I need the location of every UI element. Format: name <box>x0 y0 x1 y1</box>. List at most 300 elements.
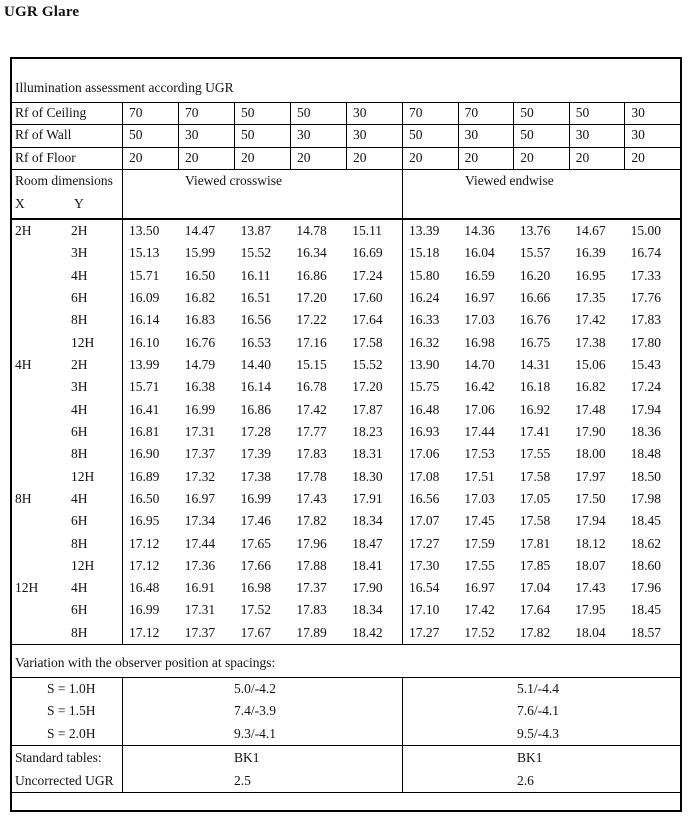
crosswise-spacing-value: 9.3/-4.1 <box>234 725 276 741</box>
ugr-value: 17.64 <box>519 602 551 618</box>
ugr-value: 17.88 <box>296 557 327 573</box>
crosswise-header-label: Viewed crosswise <box>185 173 283 188</box>
crosswise-values <box>123 465 403 487</box>
crosswise-group <box>123 103 403 124</box>
ugr-value: 17.12 <box>129 535 160 551</box>
row-dimension-cell <box>12 488 123 510</box>
crosswise-footer-cell <box>123 746 403 769</box>
row-dimension-cell <box>12 622 123 644</box>
y-dimension-value: 4H <box>71 490 88 506</box>
ugr-value: 17.10 <box>409 602 440 618</box>
y-dimension-value: 6H <box>71 602 88 618</box>
standard-tables-block <box>12 746 680 793</box>
crosswise-values <box>123 354 403 376</box>
header-row <box>12 103 680 125</box>
ugr-value: 17.37 <box>296 580 327 596</box>
ugr-value: 18.47 <box>352 535 383 551</box>
crosswise-values <box>123 443 403 465</box>
row-dimension-cell <box>12 532 123 554</box>
ugr-value: 17.55 <box>519 446 551 462</box>
ugr-value: 17.50 <box>575 490 606 506</box>
ugr-value: 17.38 <box>240 468 271 484</box>
y-dimension-value: 6H <box>71 290 88 306</box>
header-value-cell: 70 <box>123 103 179 124</box>
spacing-label: S = 1.0H <box>12 678 123 700</box>
endwise-group <box>403 103 680 124</box>
row-dimension-cell <box>12 287 123 309</box>
crosswise-header-cell <box>123 170 403 218</box>
ugr-value: 18.45 <box>630 513 661 529</box>
ugr-value: 18.48 <box>630 446 661 462</box>
row-dimension-cell <box>12 577 123 599</box>
header-value-cell: 70 <box>179 103 235 124</box>
ugr-value: 15.13 <box>129 245 160 261</box>
ugr-value: 18.12 <box>575 535 606 551</box>
ugr-value: 14.67 <box>575 223 606 239</box>
header-value-cell: 30 <box>353 105 367 120</box>
ugr-value: 13.39 <box>409 223 440 239</box>
ugr-value: 18.42 <box>352 624 383 640</box>
y-dimension-value: 12H <box>71 334 95 350</box>
ugr-value: 14.36 <box>464 223 495 239</box>
header-value-cell: 30 <box>631 127 645 143</box>
row-dimension-cell <box>12 242 123 264</box>
table-row <box>12 443 680 465</box>
ugr-value: 17.35 <box>575 290 606 306</box>
y-dimension-value: 4H <box>71 580 88 596</box>
crosswise-values <box>123 376 403 398</box>
ugr-value: 18.04 <box>575 624 606 640</box>
row-dimension-cell <box>12 510 123 532</box>
table-row <box>12 622 680 644</box>
ugr-value: 16.09 <box>129 290 160 306</box>
ugr-value: 16.76 <box>519 312 551 328</box>
ugr-value: 17.90 <box>575 423 606 439</box>
ugr-value: 16.48 <box>409 401 440 417</box>
ugr-value: 16.78 <box>296 379 327 395</box>
crosswise-values <box>123 332 403 354</box>
ugr-value: 16.10 <box>129 334 160 350</box>
endwise-spacing-cell <box>403 700 680 722</box>
ugr-value: 17.52 <box>240 602 271 618</box>
ugr-value: 15.52 <box>240 245 271 261</box>
row-dimension-cell <box>12 465 123 487</box>
header-value-cell: 20 <box>514 148 570 169</box>
crosswise-values <box>123 555 403 577</box>
header-value-cell: 30 <box>353 127 367 143</box>
ugr-value: 17.33 <box>630 267 661 283</box>
spacing-row <box>12 723 680 745</box>
ugr-value: 17.06 <box>409 446 440 462</box>
header-value-cell: 50 <box>403 125 459 146</box>
y-dimension-value: 4H <box>71 401 88 417</box>
header-value-cell: 50 <box>291 103 347 124</box>
ugr-value: 17.24 <box>630 379 661 395</box>
ugr-value: 16.14 <box>240 379 271 395</box>
ugr-value: 18.34 <box>352 513 383 529</box>
ugr-value: 16.41 <box>129 401 160 417</box>
ugr-value: 18.36 <box>630 423 661 439</box>
header-value-cell: 50 <box>235 125 291 146</box>
crosswise-values <box>123 399 403 421</box>
endwise-values <box>403 332 680 354</box>
endwise-values <box>403 354 680 376</box>
header-value-cell: 30 <box>631 105 645 120</box>
x-dimension-value: 8H <box>15 490 32 506</box>
ugr-value: 16.99 <box>184 401 216 417</box>
ugr-value: 13.90 <box>409 357 440 373</box>
x-dimension-value: 2H <box>15 223 32 239</box>
ugr-value: 17.42 <box>464 602 495 618</box>
header-value-cell: 20 <box>179 148 235 169</box>
room-dimensions-label: Room dimensions <box>15 173 113 188</box>
ugr-value: 17.04 <box>519 580 551 596</box>
ugr-value: 18.30 <box>352 468 383 484</box>
y-dimension-value: 12H <box>71 468 95 484</box>
row-dimension-cell <box>12 421 123 443</box>
ugr-value: 18.50 <box>630 468 661 484</box>
table-row <box>12 309 680 331</box>
ugr-value: 16.92 <box>519 401 551 417</box>
spacing-variation-block <box>12 678 680 746</box>
x-dimension-value: 12H <box>15 580 39 596</box>
ugr-value: 17.07 <box>409 513 440 529</box>
ugr-value: 17.58 <box>519 513 551 529</box>
endwise-values <box>403 220 680 242</box>
table-row <box>12 220 680 242</box>
ugr-value: 15.06 <box>575 357 606 373</box>
ugr-value: 15.57 <box>519 245 551 261</box>
ugr-value: 16.33 <box>409 312 440 328</box>
header-value-cell: 30 <box>179 125 235 146</box>
ugr-value: 16.93 <box>409 423 440 439</box>
ugr-value: 17.39 <box>240 446 271 462</box>
header-value-cell: 20 <box>631 149 645 165</box>
variation-label: Variation with the observer position at spacings: <box>15 655 276 670</box>
header-value-cell: 20 <box>459 148 515 169</box>
ugr-value: 16.99 <box>240 490 271 506</box>
endwise-footer-cell <box>403 769 680 792</box>
ugr-value: 16.53 <box>240 334 271 350</box>
crosswise-values <box>123 220 403 242</box>
ugr-value: 14.70 <box>464 357 495 373</box>
ugr-value: 16.90 <box>129 446 160 462</box>
ugr-value: 18.31 <box>352 446 383 462</box>
crosswise-spacing-cell <box>123 678 403 700</box>
ugr-value: 17.96 <box>296 535 327 551</box>
ugr-value: 16.97 <box>184 490 216 506</box>
ugr-value: 16.34 <box>296 245 327 261</box>
ugr-value: 18.57 <box>630 624 661 640</box>
crosswise-values <box>123 287 403 309</box>
ugr-value: 16.51 <box>240 290 271 306</box>
y-dimension-value: 3H <box>71 245 88 261</box>
crosswise-footer-value: BK1 <box>234 749 260 765</box>
row-dimension-cell <box>12 265 123 287</box>
ugr-value: 16.89 <box>129 468 160 484</box>
ugr-value: 18.60 <box>630 557 661 573</box>
ugr-value: 17.66 <box>240 557 271 573</box>
ugr-value: 13.87 <box>240 223 271 239</box>
y-axis-label: Y <box>74 196 84 211</box>
y-dimension-value: 8H <box>71 312 88 328</box>
crosswise-values <box>123 421 403 443</box>
endwise-values <box>403 510 680 532</box>
ugr-value: 16.14 <box>129 312 160 328</box>
ugr-value: 17.67 <box>240 624 271 640</box>
x-dimension-value: 4H <box>15 357 32 373</box>
endwise-group <box>403 125 680 146</box>
ugr-value: 16.82 <box>575 379 606 395</box>
ugr-value: 17.83 <box>296 446 327 462</box>
crosswise-values <box>123 532 403 554</box>
ugr-value: 16.98 <box>240 580 271 596</box>
row-dimension-cell <box>12 399 123 421</box>
header-value-cell: 30 <box>459 125 515 146</box>
ugr-value: 16.11 <box>240 267 271 283</box>
ugr-value: 15.71 <box>129 267 160 283</box>
row-dimension-cell <box>12 555 123 577</box>
header-value-cell: 30 <box>570 125 626 146</box>
ugr-value: 17.48 <box>575 401 606 417</box>
endwise-values <box>403 622 680 644</box>
y-dimension-value: 8H <box>71 446 88 462</box>
ugr-value: 17.58 <box>352 334 383 350</box>
ugr-value: 17.32 <box>184 468 216 484</box>
table-row <box>12 465 680 487</box>
row-dimension-cell <box>12 220 123 242</box>
ugr-value: 16.66 <box>519 290 551 306</box>
endwise-values <box>403 376 680 398</box>
ugr-value: 18.00 <box>575 446 606 462</box>
xy-axis-labels <box>15 196 122 212</box>
ugr-value: 17.12 <box>129 557 160 573</box>
table-caption-row <box>12 59 680 103</box>
y-dimension-value: 8H <box>71 624 88 640</box>
row-dimension-cell <box>12 376 123 398</box>
row-dimension-cell <box>12 599 123 621</box>
crosswise-values <box>123 242 403 264</box>
footer-row <box>12 769 680 792</box>
y-dimension-value: 3H <box>71 379 88 395</box>
ugr-value: 17.60 <box>352 290 383 306</box>
footer-row-label: Standard tables: <box>12 746 123 769</box>
ugr-value: 17.38 <box>575 334 606 350</box>
table-row <box>12 376 680 398</box>
ugr-value: 16.50 <box>129 490 160 506</box>
ugr-value: 15.80 <box>409 267 440 283</box>
ugr-value: 17.30 <box>409 557 440 573</box>
variation-row <box>12 645 680 678</box>
ugr-value: 17.20 <box>352 379 383 395</box>
endwise-header-label: Viewed endwise <box>465 173 554 188</box>
ugr-value: 17.41 <box>519 423 551 439</box>
endwise-footer-value: BK1 <box>517 749 543 765</box>
spacing-label: S = 1.5H <box>12 700 123 722</box>
endwise-spacing-cell <box>403 723 680 745</box>
ugr-value: 16.95 <box>129 513 160 529</box>
endwise-values <box>403 532 680 554</box>
header-row-label: Rf of Ceiling <box>12 103 123 124</box>
ugr-value: 16.86 <box>240 401 271 417</box>
ugr-value: 17.83 <box>630 312 661 328</box>
table-row <box>12 510 680 532</box>
ugr-value: 17.78 <box>296 468 327 484</box>
crosswise-group <box>123 148 403 169</box>
ugr-value: 16.97 <box>464 580 495 596</box>
ugr-value: 17.34 <box>184 513 216 529</box>
room-dimensions-cell <box>12 170 123 218</box>
page-title: UGR Glare <box>4 4 80 20</box>
ugr-value: 16.95 <box>575 267 606 283</box>
ugr-value: 16.69 <box>352 245 383 261</box>
ugr-value: 17.03 <box>464 490 495 506</box>
ugr-value: 16.48 <box>129 580 160 596</box>
ugr-value: 15.71 <box>129 379 160 395</box>
endwise-values <box>403 555 680 577</box>
header-row <box>12 148 680 170</box>
ugr-value: 14.40 <box>240 357 271 373</box>
ugr-value: 15.43 <box>630 357 661 373</box>
ugr-value: 17.45 <box>464 513 495 529</box>
ugr-value: 17.12 <box>129 624 160 640</box>
ugr-data-block <box>12 220 680 645</box>
endwise-values <box>403 265 680 287</box>
ugr-value: 18.07 <box>575 557 606 573</box>
ugr-value: 15.52 <box>352 357 383 373</box>
y-dimension-value: 12H <box>71 557 95 573</box>
endwise-values <box>403 488 680 510</box>
ugr-value: 17.98 <box>630 490 661 506</box>
ugr-value: 16.24 <box>409 290 440 306</box>
ugr-value: 17.58 <box>519 468 551 484</box>
header-value-cell: 20 <box>291 148 347 169</box>
ugr-value: 14.31 <box>519 357 551 373</box>
table-row <box>12 265 680 287</box>
header-value-cell: 20 <box>570 148 626 169</box>
ugr-value: 16.81 <box>129 423 160 439</box>
ugr-value: 17.52 <box>464 624 495 640</box>
y-dimension-value: 6H <box>71 423 88 439</box>
spacing-row <box>12 678 680 700</box>
ugr-value: 17.96 <box>630 580 661 596</box>
ugr-value: 17.43 <box>575 580 606 596</box>
ugr-value: 16.76 <box>184 334 216 350</box>
ugr-value: 16.56 <box>409 490 440 506</box>
crosswise-footer-cell <box>123 769 403 792</box>
crosswise-group <box>123 125 403 146</box>
endwise-spacing-value: 5.1/-4.4 <box>517 681 559 697</box>
table-row <box>12 354 680 376</box>
ugr-value: 16.18 <box>519 379 551 395</box>
ugr-value: 17.65 <box>240 535 271 551</box>
endwise-spacing-value: 9.5/-4.3 <box>517 725 559 741</box>
ugr-value: 17.76 <box>630 290 661 306</box>
endwise-group <box>403 148 680 169</box>
header-row <box>12 125 680 147</box>
ugr-value: 17.22 <box>296 312 327 328</box>
ugr-value: 14.78 <box>296 223 327 239</box>
ugr-value: 17.20 <box>296 290 327 306</box>
footer-row-label: Uncorrected UGR <box>12 769 123 792</box>
crosswise-spacing-value: 7.4/-3.9 <box>234 703 276 719</box>
endwise-values <box>403 242 680 264</box>
ugr-value: 16.59 <box>464 267 495 283</box>
ugr-value: 17.46 <box>240 513 271 529</box>
ugr-value: 17.82 <box>296 513 327 529</box>
ugr-value: 17.94 <box>630 401 661 417</box>
header-row-label: Rf of Floor <box>12 148 123 169</box>
ugr-value: 15.15 <box>296 357 327 373</box>
endwise-values <box>403 599 680 621</box>
crosswise-values <box>123 309 403 331</box>
header-value-cell: 20 <box>353 149 367 165</box>
header-value-cell: 70 <box>403 103 459 124</box>
header-value-cell: 20 <box>403 148 459 169</box>
ugr-value: 14.79 <box>184 357 216 373</box>
ugr-value: 14.47 <box>184 223 216 239</box>
ugr-value: 17.24 <box>352 267 383 283</box>
room-dimensions-row <box>12 170 680 220</box>
ugr-value: 17.59 <box>464 535 495 551</box>
ugr-value: 17.90 <box>352 580 383 596</box>
ugr-value: 17.81 <box>519 535 551 551</box>
ugr-value: 16.99 <box>129 602 160 618</box>
y-dimension-value: 2H <box>71 223 88 239</box>
y-dimension-value: 6H <box>71 513 88 529</box>
row-dimension-cell <box>12 354 123 376</box>
ugr-value: 17.03 <box>464 312 495 328</box>
ugr-value: 18.45 <box>630 602 661 618</box>
ugr-value: 17.80 <box>630 334 661 350</box>
crosswise-values <box>123 577 403 599</box>
ugr-value: 17.42 <box>296 401 327 417</box>
table-row <box>12 332 680 354</box>
ugr-value: 17.27 <box>409 624 440 640</box>
crosswise-spacing-cell <box>123 700 403 722</box>
header-value-cell: 30 <box>291 125 347 146</box>
ugr-value: 17.53 <box>464 446 495 462</box>
endwise-header-cell <box>403 170 680 218</box>
y-dimension-value: 8H <box>71 535 88 551</box>
ugr-value: 15.11 <box>352 223 383 239</box>
table-row <box>12 488 680 510</box>
crosswise-spacing-cell <box>123 723 403 745</box>
ugr-value: 17.16 <box>296 334 327 350</box>
endwise-values <box>403 399 680 421</box>
header-value-cell: 50 <box>235 103 291 124</box>
row-dimension-cell <box>12 443 123 465</box>
crosswise-values <box>123 599 403 621</box>
ugr-value: 17.28 <box>240 423 271 439</box>
ugr-value: 17.89 <box>296 624 327 640</box>
ugr-value: 17.31 <box>184 602 216 618</box>
ugr-value: 17.77 <box>296 423 327 439</box>
y-dimension-value: 2H <box>71 357 88 373</box>
endwise-values <box>403 465 680 487</box>
ugr-value: 16.56 <box>240 312 271 328</box>
ugr-value: 15.75 <box>409 379 440 395</box>
table-row <box>12 599 680 621</box>
ugr-table <box>10 57 682 812</box>
ugr-value: 17.31 <box>184 423 216 439</box>
x-axis-label: X <box>15 196 25 211</box>
ugr-value: 16.97 <box>464 290 495 306</box>
ugr-value: 17.83 <box>296 602 327 618</box>
endwise-values <box>403 421 680 443</box>
endwise-footer-cell <box>403 746 680 769</box>
crosswise-spacing-value: 5.0/-4.2 <box>234 681 276 697</box>
